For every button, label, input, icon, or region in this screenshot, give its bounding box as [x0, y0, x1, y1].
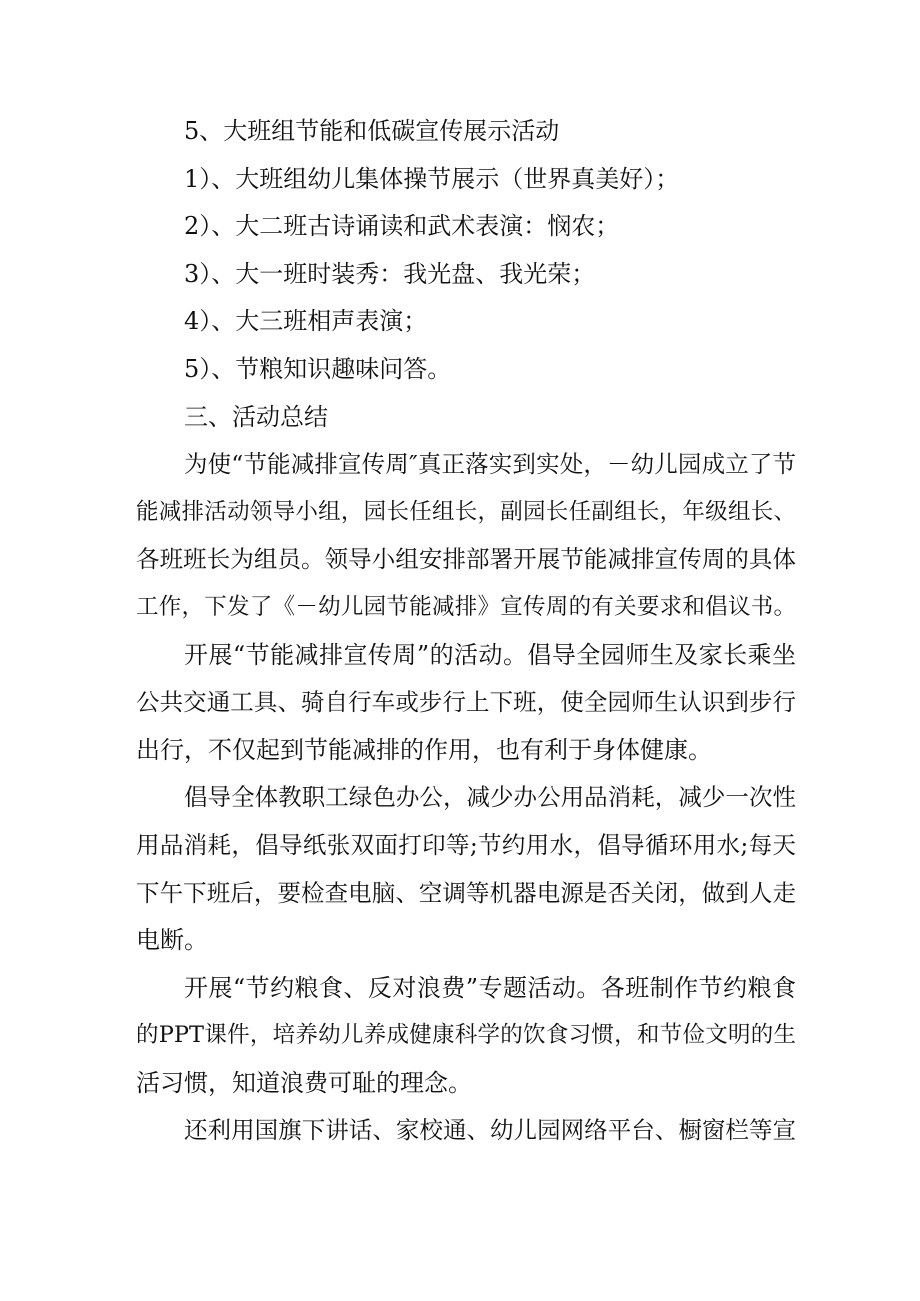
- list-item: 3）、大一班时装秀：我光盘、我光荣；: [184, 259, 596, 288]
- paragraph-line: 开展“节约粮食、反对浪费”专题活动。各班制作节约粮食: [184, 973, 796, 1002]
- paragraph-line: 出行，不仅起到节能减排的作用，也有利于身体健康。: [136, 735, 712, 764]
- list-heading: 5、大班组节能和低碳宣传展示活动: [184, 117, 560, 145]
- paragraph-line: 工作，下发了《－幼儿园节能减排》宣传周的有关要求和倡议书。: [136, 593, 796, 620]
- paragraph-line: 用品消耗，倡导纸张双面打印等;节约用水，倡导循环用水;每天: [136, 830, 796, 859]
- list-item: 5）、节粮知识趣味问答。: [184, 354, 452, 383]
- paragraph-line: 的PPT课件，培养幼儿养成健康科学的饮食习惯，和节俭文明的生: [136, 1022, 796, 1049]
- paragraph-line: 公共交通工具、骑自行车或步行上下班，使全园师生认识到步行: [136, 688, 796, 717]
- paragraph-line: 为使“节能减排宣传周″真正落实到实处，－幼儿园成立了节: [184, 450, 796, 479]
- paragraph-line: 活习惯，知道浪费可耻的理念。: [136, 1068, 472, 1097]
- section-heading: 三、活动总结: [184, 402, 328, 431]
- paragraph-line: 开展“节能减排宣传周”的活动。倡导全园师生及家长乘坐: [184, 640, 796, 669]
- paragraph-line: 下午下班后，要检查电脑、空调等机器电源是否关闭，做到人走: [136, 878, 796, 907]
- paragraph-line: 能减排活动领导小组，园长任组长，副园长任副组长，年级组长、: [136, 498, 796, 525]
- list-item: 2）、大二班古诗诵读和武术表演：悯农；: [184, 212, 620, 241]
- list-item: 1）、大班组幼儿集体操节展示（世界真美好）；: [184, 164, 680, 193]
- paragraph-line: 还利用国旗下讲话、家校通、幼儿园网络平台、橱窗栏等宣: [184, 1116, 796, 1145]
- list-item: 4）、大三班相声表演；: [184, 307, 428, 336]
- paragraph-line: 各班班长为组员。领导小组安排部署开展节能减排宣传周的具体: [136, 545, 796, 574]
- paragraph-line: 倡导全体教职工绿色办公，减少办公用品消耗，减少一次性: [184, 783, 796, 812]
- document-body: [136, 108, 796, 1155]
- paragraph-line: 电断。: [136, 926, 208, 955]
